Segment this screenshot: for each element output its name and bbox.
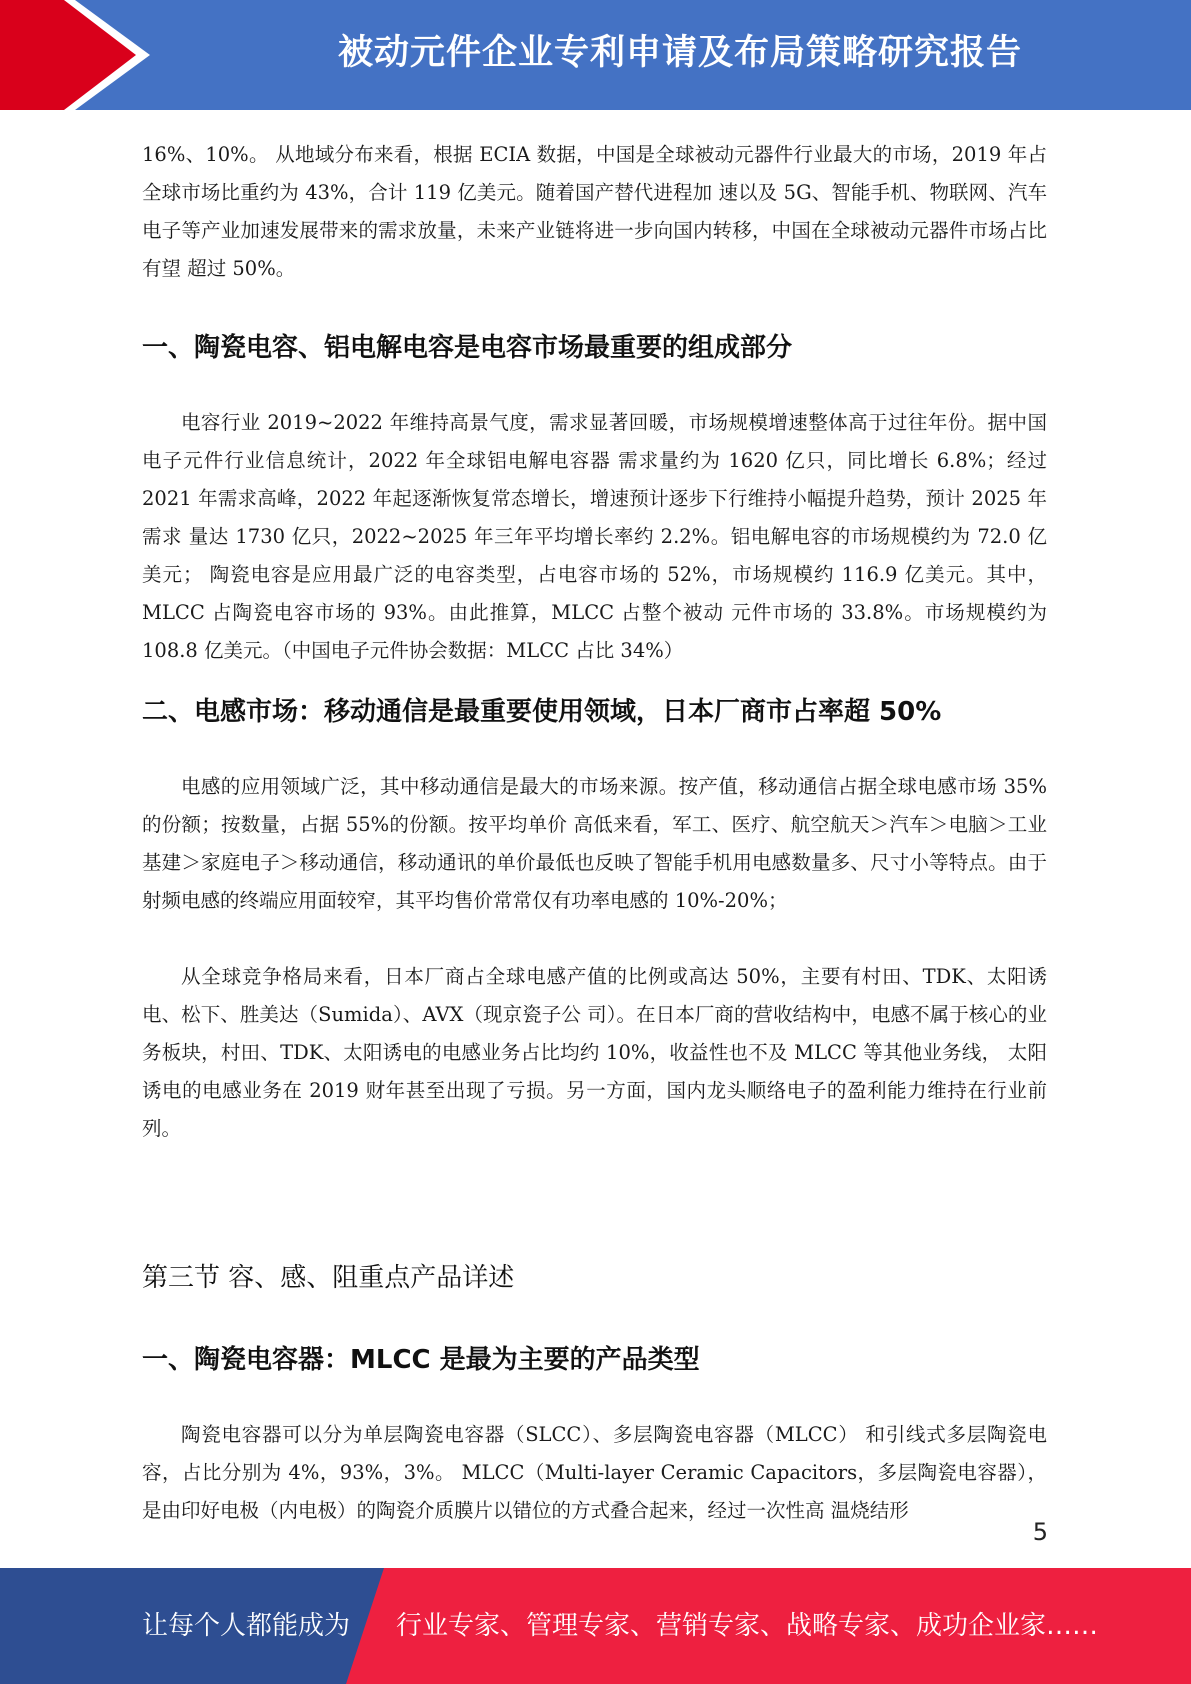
section-heading-capacitor-market: 一、陶瓷电容、铝电解电容是电容市场最重要的组成部分 bbox=[142, 333, 793, 363]
section-heading-inductor-market: 二、电感市场：移动通信是最重要使用领域，日本厂商市占率超 50% bbox=[142, 697, 942, 727]
chapter-heading-product-details: 第三节 容、感、阻重点产品详述 bbox=[142, 1263, 515, 1293]
footer-slogan-right: 行业专家、管理专家、营销专家、战略专家、成功企业家…… bbox=[396, 1611, 1099, 1641]
inductor-application-paragraph: 电感的应用领域广泛，其中移动通信是最大的市场来源。按产值，移动通信占据全球电感市场 35%的份额；按数量，占据 55%的份额。按平均单价 高低来看，军工、医疗、航空航天＞汽车＞电脑＞工业基建＞家庭电子＞移动通信，移动通讯的单价最低也反映了智能手机用电感数量多、尺寸小等特点。由于射频电感的终端应用面较窄，其平均售价常常仅有功率电感的 10%-20%； bbox=[142, 775, 1047, 912]
page-number: 5 bbox=[1032, 1518, 1048, 1546]
header-arrow-decoration bbox=[0, 0, 150, 110]
main-content bbox=[142, 136, 1047, 1530]
intro-paragraph: 16%、10%。 从地域分布来看，根据 ECIA 数据，中国是全球被动元器件行业最大的市场，2019 年占全球市场比重约为 43%，合计 119 亿美元。随着国产替代进程加 速以及 5G、智能手机、物联网、汽车电子等产业加速发展带来的需求放量，未来产业链将进一步向国内转移，中国在全球被动元器件市场占比有望 超过 50%。 bbox=[142, 143, 1047, 280]
footer-slogan-left: 让每个人都能成为 bbox=[142, 1611, 351, 1641]
page-footer bbox=[0, 1568, 1191, 1684]
document-title: 被动元件企业专利申请及布局策略研究报告 bbox=[337, 33, 1022, 73]
capacitor-market-paragraph: 电容行业 2019~2022 年维持高景气度，需求显著回暖，市场规模增速整体高于过往年份。据中国电子元件行业信息统计，2022 年全球铝电解电容器 需求量约为 1620 亿只，同比增长 6.8%；经过 2021 年需求高峰，2022 年起逐渐恢复常态增长，增速预计逐步下行维持小幅提升趋势，预计 2025 年需求 量达 1730 亿只，2022~2025 年三年平均增长率约 2.2%。铝电解电容的市场规模约为 72.0 亿美元； 陶瓷电容是应用最广泛的电容类型，占电容市场的 52%，市场规模约 116.9 亿美元。其中，MLCC 占陶瓷电容市场的 93%。由此推算，MLCC 占整个被动 元件市场的 33.8%。市场规模约为 108.8 亿美元。（中国电子元件协会数据：MLCC 占比 34%） bbox=[142, 411, 1047, 662]
section-heading-ceramic-capacitor: 一、陶瓷电容器：MLCC 是最为主要的产品类型 bbox=[142, 1345, 700, 1375]
inductor-competition-paragraph: 从全球竞争格局来看，日本厂商占全球电感产值的比例或高达 50%，主要有村田、TDK、太阳诱电、松下、胜美达（Sumida）、AVX（现京瓷子公 司）。在日本厂商的营收结构中，电感不属于核心的业务板块，村田、TDK、太阳诱电的电感业务占比均约 10%，收益性也不及 MLCC 等其他业务线， 太阳诱电的电感业务在 2019 财年甚至出现了亏损。另一方面，国内龙头顺络电子的盈利能力维持在行业前列。 bbox=[142, 965, 1047, 1140]
page-header bbox=[0, 0, 1191, 110]
ceramic-capacitor-paragraph: 陶瓷电容器可以分为单层陶瓷电容器（SLCC）、多层陶瓷电容器（MLCC） 和引线式多层陶瓷电容，占比分别为 4%，93%，3%。 MLCC（Multi-layer Ceramic Capacitors，多层陶瓷电容器），是由印好电极（内电极）的陶瓷介质膜片以错位的方式叠合起来，经过一次性高 温烧结形 bbox=[142, 1423, 1047, 1522]
